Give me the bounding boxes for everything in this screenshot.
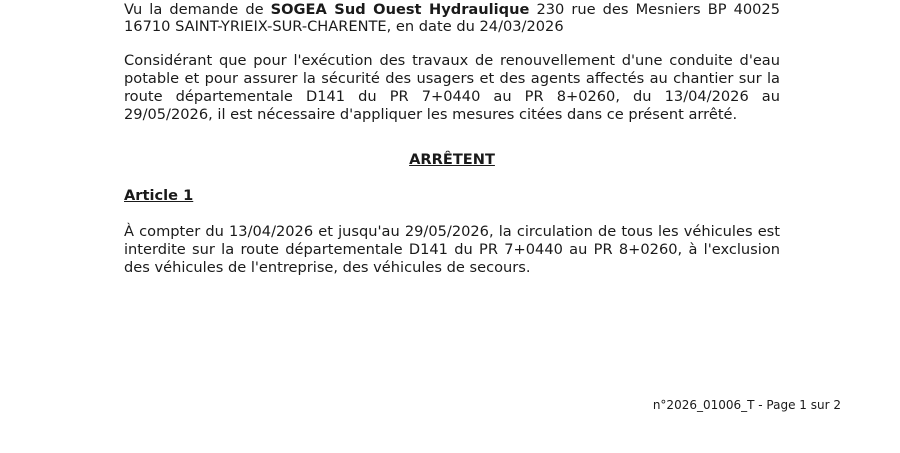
article-1-line-3: des véhicules de l'entreprise, des véhicules de secours. — [124, 259, 531, 276]
considerant-line-3: route départementale D141 du PR 7+0440 au PR 8+0260, du 13/04/2026 au — [124, 88, 780, 105]
section-heading: ARRÊTENT — [409, 151, 495, 168]
considerant-line-1: Considérant que pour l'exécution des travaux de renouvellement d'une conduite d'eau — [124, 52, 780, 69]
article-1-line-1: À compter du 13/04/2026 et jusqu'au 29/05/2026, la circulation de tous les véhicules est — [124, 223, 780, 240]
article-1-title: Article 1 — [124, 187, 194, 204]
demande-prefix: Vu la demande de — [124, 1, 271, 18]
considerant-line-4: 29/05/2026, il est nécessaire d'appliquer les mesures citées dans ce présent arrêté. — [124, 106, 738, 123]
demande-line-2: 16710 SAINT-YRIEIX-SUR-CHARENTE, en date du 24/03/2026 — [124, 18, 564, 35]
demande-suffix: 230 rue des Mesniers BP 40025 — [529, 1, 780, 18]
company-name: SOGEA Sud Ouest Hydraulique — [270, 1, 530, 18]
page-footer-reference: n°2026_01006_T - Page 1 sur 2 — [652, 398, 841, 412]
considerant-line-2: potable et pour assurer la sécurité des usagers et des agents affectés au chantier sur la — [124, 70, 780, 87]
article-1-line-2: interdite sur la route départementale D141 du PR 7+0440 au PR 8+0260, à l'exclusion — [124, 241, 780, 258]
